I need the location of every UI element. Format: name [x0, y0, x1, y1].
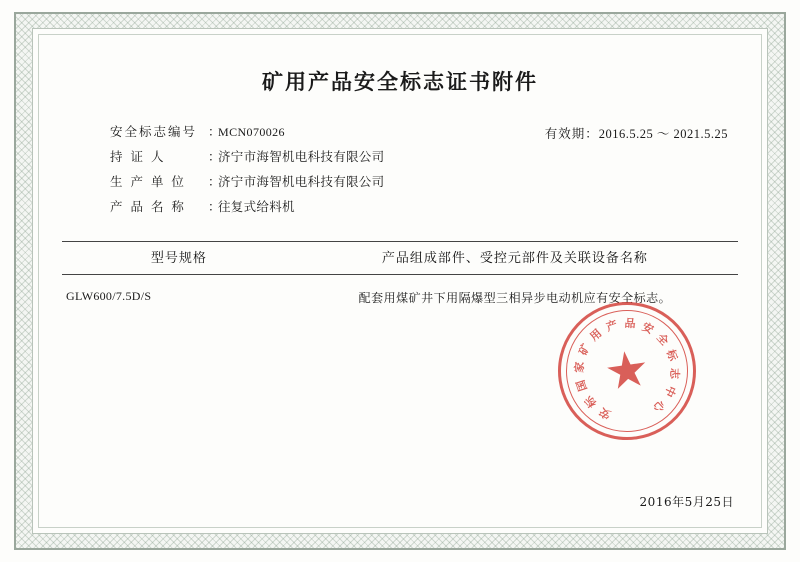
official-seal	[549, 293, 705, 449]
field-colon: ：	[208, 175, 221, 189]
column-header-model: 型号规格	[150, 251, 207, 266]
seal-ring-char: 志	[667, 367, 682, 380]
field-value: 济宁市海智机电科技有限公司	[218, 149, 385, 164]
metadata-block	[48, 122, 752, 215]
validity-label: 有效期：	[544, 126, 599, 141]
field-value: 济宁市海智机电科技有限公司	[218, 174, 385, 189]
field-colon: ：	[208, 150, 221, 164]
seal-ring-text	[552, 296, 701, 445]
seal-ring-char: 标	[582, 393, 600, 410]
validity-dates: 2016.5.25 ～ 2021.5.25	[598, 127, 728, 141]
field-value: 往复式给料机	[218, 199, 295, 214]
field-colon: ：	[208, 125, 221, 139]
cell-components: 配套用煤矿井下用隔爆型三相异步电动机应有安全标志。	[358, 291, 672, 305]
field-label: 持 证 人	[110, 149, 166, 164]
field-row-manufacturer	[110, 172, 752, 190]
seal-ring-char: 用	[587, 326, 605, 344]
seal-ring-char: 品	[624, 316, 636, 331]
seal-ring-char: 安	[640, 320, 656, 337]
field-row-certificate-holder	[110, 147, 752, 165]
field-value: MCN070026	[218, 125, 285, 139]
seal-ring-char: 全	[653, 331, 672, 348]
issue-date: 2016年5月25日	[639, 495, 734, 509]
product-table	[62, 241, 738, 312]
seal-ring-char: 矿	[576, 341, 593, 358]
seal-ring-char: 产	[604, 318, 620, 334]
field-label: 安全标志编号	[110, 124, 198, 139]
seal-ring-char: 中	[661, 383, 679, 400]
column-header-components: 产品组成部件、受控元部件及关联设备名称	[381, 251, 648, 266]
field-colon: ：	[208, 200, 221, 214]
certificate-content	[48, 44, 752, 518]
seal-ring-char: 心	[650, 397, 668, 415]
validity-period	[545, 124, 728, 142]
seal-ring-char: 安	[597, 404, 613, 422]
field-label: 生 产 单 位	[110, 174, 186, 189]
seal-ring-char: 国	[573, 378, 590, 393]
field-label: 产 品 名 称	[110, 199, 186, 214]
page-title: 矿用产品安全标志证书附件	[262, 69, 538, 94]
field-row-product-name	[110, 197, 752, 215]
seal-ring-char: 家	[572, 361, 587, 374]
table-header-row	[62, 242, 738, 275]
cell-model: GLW600/7.5D/S	[66, 289, 152, 303]
seal-ring-char: 标	[663, 347, 680, 363]
